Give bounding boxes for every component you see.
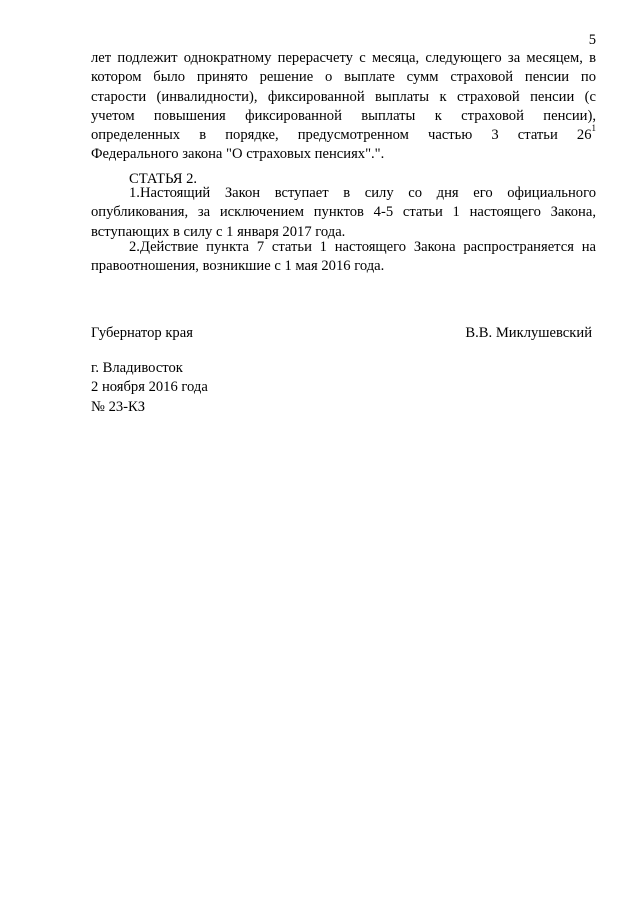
intro-line-5-superscript: 1 (591, 123, 596, 134)
paragraph-1-line-1: 1.Настоящий Закон вступает в силу со дня его официального (129, 185, 596, 201)
article-paragraph-1 (91, 184, 596, 242)
signatory-position: Губернатор края (91, 325, 193, 341)
intro-line-5 (91, 123, 596, 145)
intro-paragraph (91, 49, 596, 165)
intro-line-2: котором было принято решение о выплате сумм страховой пенсии по (91, 69, 596, 86)
page-number: 5 (588, 32, 596, 48)
intro-line-4: учетом повышения фиксированной выплаты к страховой пенсии), (91, 107, 596, 124)
article-heading: СТАТЬЯ 2. (129, 171, 198, 187)
article-paragraph-2 (91, 238, 596, 277)
paragraph-2-line-2: правоотношения, возникшие с 1 мая 2016 года. (91, 258, 385, 275)
intro-line-5-text: определенных в порядке, предусмотренном частью 3 статьи 26 (91, 127, 592, 144)
law-number: № 23-КЗ (91, 398, 146, 415)
law-details (91, 359, 208, 417)
paragraph-1-line-3: вступающих в силу с 1 января 2017 года. (91, 223, 346, 240)
place-of-signing: г. Владивосток (91, 360, 183, 376)
signature-row (91, 324, 592, 343)
paragraph-2-line-1: 2.Действие пункта 7 статьи 1 настоящего Закона распространяется на (129, 239, 596, 255)
intro-line-1: лет подлежит однократному перерасчету с месяца, следующего за месяцем, в (91, 50, 596, 66)
intro-line-3: старости (инвалидности), фиксированной выплаты к страховой пенсии (с (91, 88, 596, 105)
paragraph-1-line-2: опубликования, за исключением пунктов 4-5 статьи 1 настоящего Закона, (91, 204, 596, 221)
date-of-signing: 2 ноября 2016 года (91, 379, 208, 396)
intro-line-6: Федерального закона "О страховых пенсиях".". (91, 146, 385, 163)
signatory-name: В.В. Миклушевский (465, 325, 592, 341)
